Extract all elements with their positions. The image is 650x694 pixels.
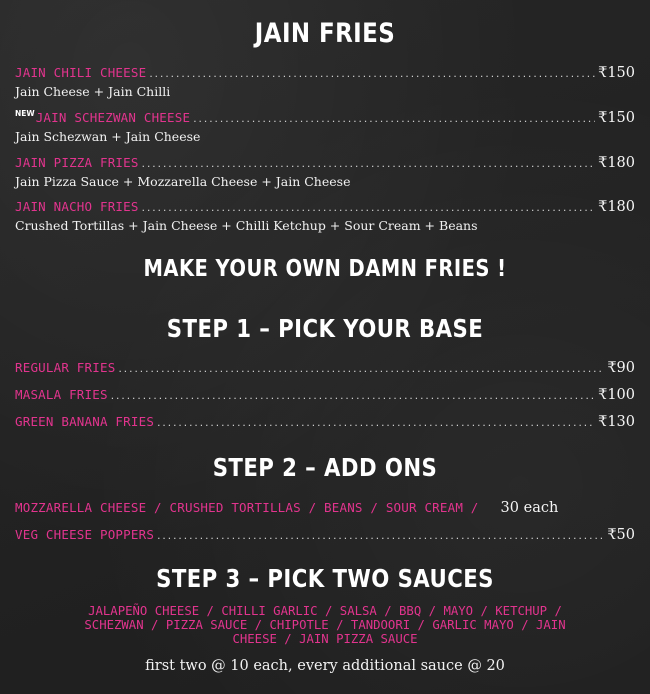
sauce-line: CHEESE / JAIN PIZZA SAUCE — [232, 632, 418, 646]
step2-heading: STEP 2 – ADD ONS — [212, 453, 438, 482]
menu-item-green-banana-fries — [15, 414, 635, 432]
leader-dots — [193, 111, 595, 125]
menu-item-jain-chili-cheese — [15, 65, 635, 99]
item-name: GREEN BANANA FRIES — [15, 414, 155, 429]
jain-fries-heading: JAIN FRIES — [254, 18, 396, 49]
item-price: ₹150 — [598, 65, 635, 81]
leader-dots — [111, 388, 595, 402]
item-name: MASALA FRIES — [15, 387, 108, 402]
sauce-pricing-note: first two @ 10 each, every additional sauce @ 20 — [145, 658, 505, 674]
item-price: ₹150 — [598, 110, 635, 126]
menu-item-veg-cheese-poppers — [15, 527, 635, 545]
menu-item-regular-fries — [15, 360, 635, 378]
menu-item-jain-nacho-fries — [15, 199, 635, 233]
item-price: ₹90 — [607, 360, 635, 376]
new-badge: NEW — [15, 109, 35, 118]
item-price: ₹100 — [598, 387, 635, 403]
sauce-list — [40, 604, 610, 646]
item-description: Jain Cheese + Jain Chilli — [15, 84, 171, 99]
leader-dots — [157, 528, 604, 542]
menu-item-addons — [15, 500, 635, 518]
item-name: JAIN NACHO FRIES — [15, 199, 139, 214]
item-description: Crushed Tortillas + Jain Cheese + Chilli Ketchup + Sour Cream + Beans — [15, 218, 478, 233]
item-description: Jain Schezwan + Jain Cheese — [15, 129, 201, 144]
item-description: Jain Pizza Sauce + Mozzarella Cheese + Jain Cheese — [15, 174, 351, 189]
sauce-line: SCHEZWAN / PIZZA SAUCE / CHIPOTLE / TANDOORI / GARLIC MAYO / JAIN — [84, 618, 566, 632]
item-name: JAIN CHILI CHEESE — [15, 65, 147, 80]
leader-dots — [157, 415, 595, 429]
item-name: JAIN PIZZA FRIES — [15, 155, 139, 170]
item-name: JAIN SCHEZWAN CHEESE — [35, 110, 191, 125]
sauce-line: JALAPEÑO CHEESE / CHILLI GARLIC / SALSA / BBQ / MAYO / KETCHUP / — [88, 604, 562, 618]
menu-item-masala-fries — [15, 387, 635, 405]
step3-heading: STEP 3 – PICK TWO SAUCES — [156, 564, 494, 593]
item-name: REGULAR FRIES — [15, 360, 116, 375]
menu-item-jain-pizza-fries — [15, 155, 635, 189]
leader-dots — [142, 156, 595, 170]
item-name: MOZZARELLA CHEESE / CRUSHED TORTILLAS / BEANS / SOUR CREAM / — [15, 500, 479, 515]
item-price: ₹50 — [607, 527, 635, 543]
make-your-own-heading: MAKE YOUR OWN DAMN FRIES ! — [143, 256, 507, 282]
item-price: ₹130 — [598, 414, 635, 430]
item-price: 30 each — [500, 500, 559, 516]
item-name: VEG CHEESE POPPERS — [15, 527, 155, 542]
step1-heading: STEP 1 – PICK YOUR BASE — [166, 314, 484, 343]
leader-dots — [142, 200, 595, 214]
item-price: ₹180 — [598, 199, 635, 215]
item-price: ₹180 — [598, 155, 635, 171]
leader-dots — [118, 361, 604, 375]
menu-item-jain-schezwan-cheese — [15, 110, 635, 144]
leader-dots — [149, 66, 595, 80]
